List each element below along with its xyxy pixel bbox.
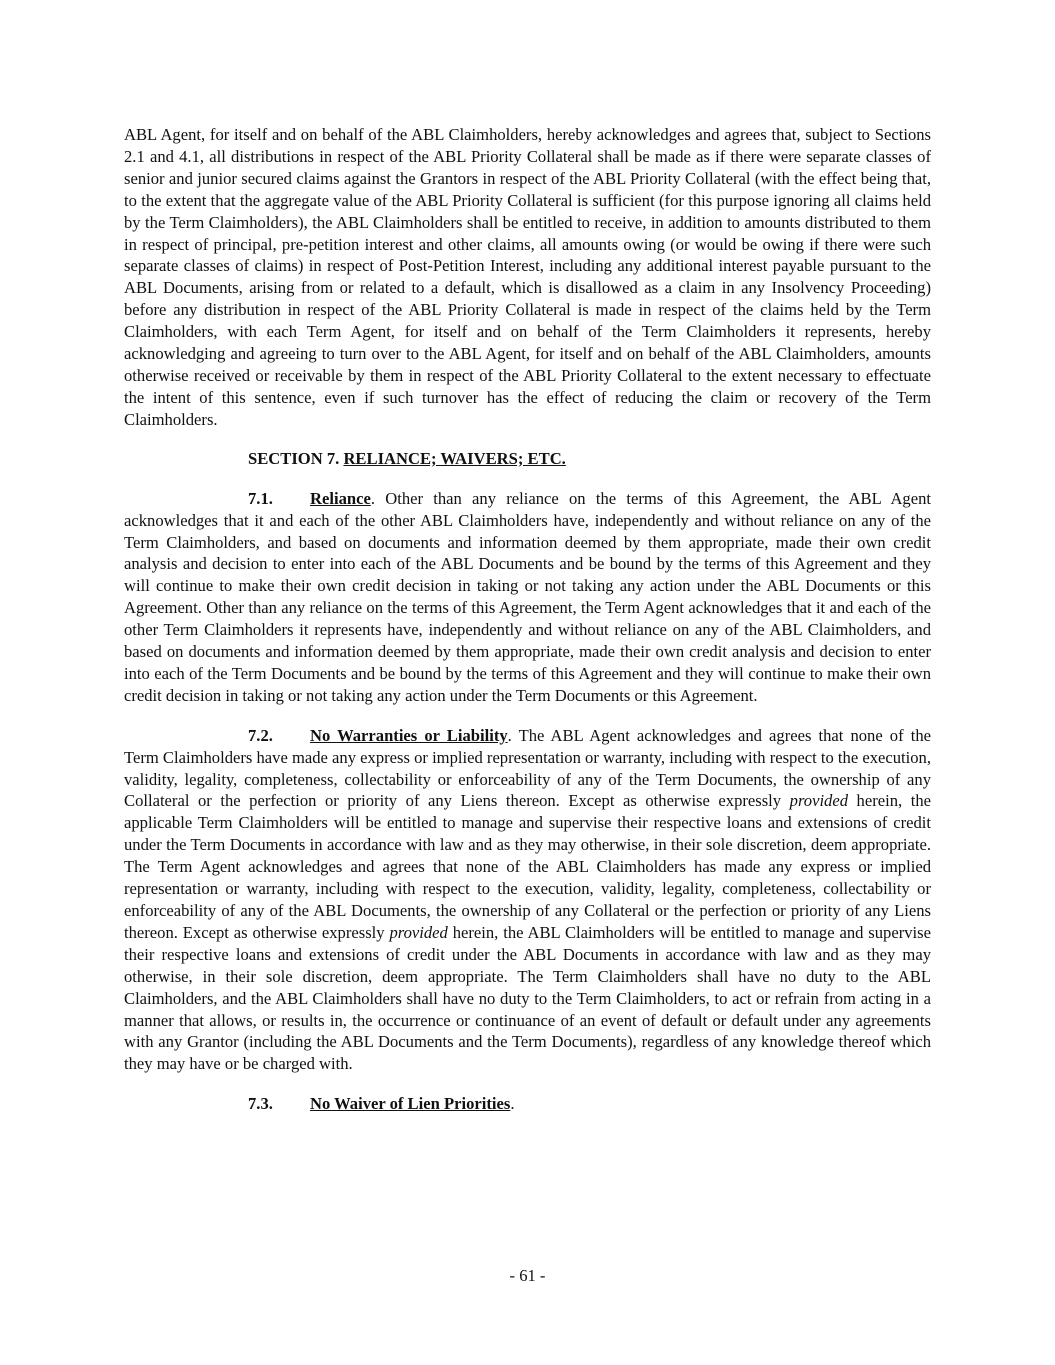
document-page <box>124 124 931 1115</box>
subsection-body: herein, the applicable Term Claimholders will be entitled to manage and supervise their respective loans and extensions of credit under the Term Documents in accordance with law and as they may otherwise, in their sole discretion, deem appropriate. The Term Agent acknowledges and agrees that none of the ABL Claimholders has made any express or implied representation or warranty, including with respect to the execution, validity, legality, completeness, collectability or enforceability of any of the ABL Documents, the ownership of any Collateral or the perfection or priority of any Liens thereon. Except as otherwise expressly <box>124 791 931 942</box>
subsection-body: herein, the ABL Claimholders will be entitled to manage and supervise their respective loans and extensions of credit under the ABL Documents in accordance with law and as they may otherwise, in their sole discretion, deem appropriate. The Term Claimholders shall have no duty to the ABL Claimholders, and the ABL Claimholders shall have no duty to the Term Claimholders, to act or refrain from acting in a manner that allows, or results in, the occurrence or continuance of an event of default or default under any agreements with any Grantor (including the ABL Documents and the Term Documents), regardless of any knowledge thereof which they may have or be charged with. <box>124 922 931 1074</box>
subsection-title: No Waiver of Lien Priorities <box>310 1094 511 1114</box>
subsection-7-3 <box>124 1093 931 1115</box>
page-number: - 61 - <box>509 1266 546 1285</box>
subsection-body: . Other than any reliance on the terms of this Agreement, the ABL Agent acknowledges that it and each of the other ABL Claimholders have, independently and without reliance on any of the Term Claimholders, and based on documents and information deemed by them appropriate, made their own credit analysis and decision to enter into each of the ABL Documents and be bound by the terms of this Agreement and they will continue to make their own credit decision in taking or not taking any action under the ABL Documents or this Agreement. Other than any reliance on the terms of this Agreement, the Term Agent acknowledges that it and each of the other Term Claimholders it represents have, independently and without reliance on any of the ABL Claimholders, and based on documents and information deemed by them appropriate, made their own credit analysis and decision to enter into each of the Term Documents and be bound by the terms of this Agreement and they will continue to make their own credit decision in taking or not taking any action under the Term Documents or this Agreement. <box>124 488 931 705</box>
emphasis-term: provided <box>789 791 849 811</box>
subsection-number: 7.2. <box>248 725 273 745</box>
subsection-7-1 <box>124 488 931 707</box>
subsection-title: No Warranties or Liability <box>310 725 508 745</box>
emphasis-term: provided <box>389 922 448 942</box>
subsection-body: . <box>510 1094 515 1114</box>
subsection-body: . The ABL Agent acknowledges and agrees that none of the Term Claimholders have made any express or implied representation or warranty, including with respect to the execution, validity, legality, completeness, collectability or enforceability of any of the Term Documents, the ownership of any Collateral or the perfection or priority of any Liens thereon. Except as otherwise expressly <box>124 725 931 811</box>
subsection-number: 7.1. <box>248 488 273 508</box>
subsection-number: 7.3. <box>248 1094 273 1114</box>
subsection-title: Reliance <box>310 488 371 508</box>
section-title: RELIANCE; WAIVERS; ETC. <box>343 448 566 468</box>
section-prefix: SECTION 7. <box>248 448 344 468</box>
subsection-7-2 <box>124 725 931 1076</box>
section-heading <box>124 448 931 470</box>
opening-paragraph: ABL Agent, for itself and on behalf of the ABL Claimholders, hereby acknowledges and agrees that, subject to Sections 2.1 and 4.1, all distributions in respect of the ABL Priority Collateral shall be made as if there were separate classes of senior and junior secured claims against the Grantors in respect of the ABL Priority Collateral (with the effect being that, to the extent that the aggregate value of the ABL Priority Collateral is sufficient (for this purpose ignoring all claims held by the Term Claimholders), the ABL Claimholders shall be entitled to receive, in addition to amounts distributed to them in respect of principal, pre-petition interest and other claims, all amounts owing (or would be owing if there were such separate classes of claims) in respect of Post-Petition Interest, including any additional interest payable pursuant to the ABL Documents, arising from or related to a default, which is disallowed as a claim in any Insolvency Proceeding) before any distribution in respect of the ABL Priority Collateral is made in respect of the claims held by the Term Claimholders, with each Term Agent, for itself and on behalf of the Term Claimholders it represents, hereby acknowledging and agreeing to turn over to the ABL Agent, for itself and on behalf of the ABL Claimholders, amounts otherwise received or receivable by them in respect of the ABL Priority Collateral to the extent necessary to effectuate the intent of this sentence, even if such turnover has the effect of reducing the claim or recovery of the Term Claimholders. <box>124 125 931 429</box>
